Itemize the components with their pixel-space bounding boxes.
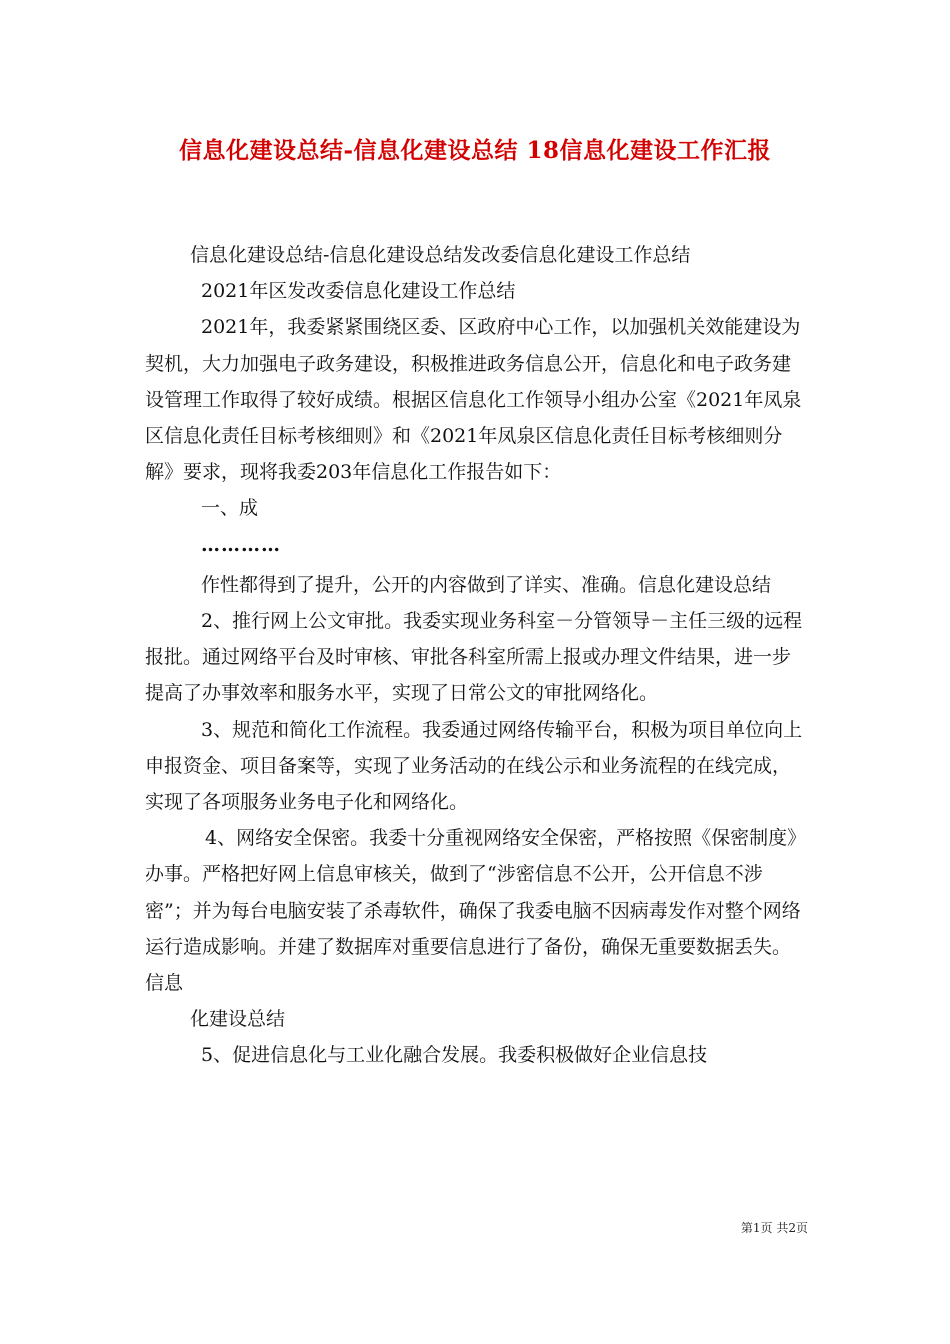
- paragraph-9: 化建设总结: [190, 1008, 286, 1031]
- paragraph-3: 2021年，我委紧紧围绕区委、区政府中心工作，以加强机关效能建设为契机，大力加强电子政务建设，积极推进政务信息公开，信息化和电子政务建设管理工作取得了较好成绩。根据区信息化工作领导小组办公室《2021年凤泉区信息化责任目标考核细则》和《2021年凤泉区信息化责任目标考核细则分解》要求，现将我委203年信息化工作报告如下：: [145, 316, 802, 484]
- document-body: [145, 237, 807, 1074]
- paragraph-4: 一、成: [201, 497, 259, 520]
- paragraph-8: 4、网络安全保密。我委十分重视网络安全保密，严格按照《保密制度》办事。严格把好网上信息审核关，做到了“涉密信息不公开，公开信息不涉密”；并为每台电脑安装了杀毒软件，确保了我委电脑不因病毒发作对整个网络运行造成影响。并建了数据库对重要信息进行了备份，确保无重要数据丢失。信息: [145, 827, 807, 995]
- ellipsis-line: …………: [201, 533, 281, 556]
- paragraph-6: 2、推行网上公文审批。我委实现业务科室－分管领导－主任三级的远程报批。通过网络平台及时审核、审批各科室所需上报或办理文件结果，进一步提高了办事效率和服务水平，实现了日常公文的审批网络化。: [145, 610, 803, 705]
- paragraph-7: 3、规范和简化工作流程。我委通过网络传输平台，积极为项目单位向上申报资金、项目备案等，实现了业务活动的在线公示和业务流程的在线完成，实现了各项服务业务电子化和网络化。: [145, 718, 803, 814]
- paragraph-2: 2021年区发改委信息化建设工作总结: [201, 280, 516, 303]
- paragraph-5: 作性都得到了提升，公开的内容做到了详实、准确。信息化建设总结: [201, 573, 772, 596]
- page-footer: 第1页 共2页: [740, 1221, 808, 1235]
- document-title: 信息化建设总结-信息化建设总结 18信息化建设工作汇报: [178, 137, 772, 164]
- paragraph-1: 信息化建设总结-信息化建设总结发改委信息化建设工作总结: [190, 244, 691, 266]
- paragraph-10: 5、促进信息化与工业化融合发展。我委积极做好企业信息技: [201, 1044, 708, 1067]
